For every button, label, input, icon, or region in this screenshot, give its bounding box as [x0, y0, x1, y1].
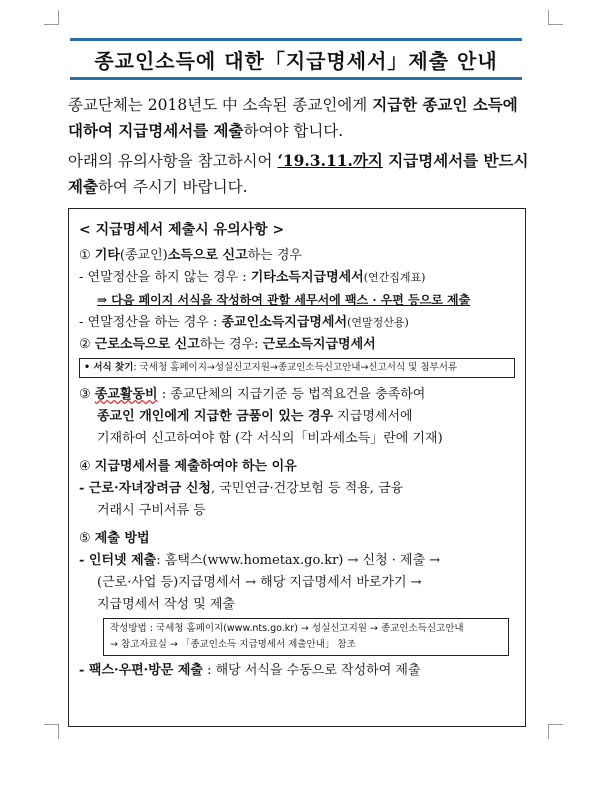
section-5-line-1-text: : 홈택스(www.hometax.go.kr) → 신청 · 제출 →	[156, 553, 441, 568]
intro-paragraph-1	[68, 92, 538, 144]
section-1-item-1	[79, 267, 515, 289]
section-3-number: ③	[79, 387, 91, 402]
intro2-text: 아래의 유의사항을 참고하시어	[68, 152, 278, 170]
section-3-line-1	[79, 384, 515, 406]
section-1-item-2	[79, 312, 515, 334]
section-5-line-4-text: : 해당 서식을 수동으로 작성하여 제출	[202, 663, 421, 678]
form-location-label: • 서식 찾기	[84, 362, 134, 373]
form-location-note	[79, 358, 515, 378]
section-1-item-1-bold: 기타소득지급명세서	[250, 270, 364, 285]
section-1-item-1-text: - 연말정산을 하지 않는 경우 :	[79, 270, 251, 285]
writing-method-line-2: → 참고자료실 → 「종교인소득 지급명세서 제출안내」 참조	[110, 639, 356, 650]
section-1-item-1-small: (연간집계표)	[363, 271, 426, 284]
intro-paragraph-2	[68, 148, 538, 200]
crop-mark-top-right	[548, 10, 563, 25]
section-3-text-1: : 종교단체의 지급기준 등 법적요건을 충족하여	[157, 387, 426, 402]
section-4-line-2: 거래시 구비서류 등	[97, 503, 206, 518]
section-4-bold: 지급명세서를 제출하여야 하는 이유	[94, 459, 297, 474]
section-1-text-1: (종교인)	[119, 248, 168, 263]
intro1-text-end: 하여야 합니다.	[243, 122, 344, 140]
section-1-item-2-bold: 종교인소득지급명세서	[221, 315, 348, 330]
section-1-text-2: 하는 경우	[247, 248, 302, 263]
section-1-arrow-text: ⇒ 다음 페이지 서식을 작성하여 관할 세무서에 팩스 · 우편 등으로 제출	[97, 293, 471, 307]
section-1-title	[79, 245, 515, 267]
section-1-arrow-note	[79, 289, 515, 312]
section-5-line-2: (근로·사업 등)지급명세서 → 해당 지급명세서 바로가기 →	[97, 575, 422, 590]
intro1-text: 종교단체는 2018년도 中 소속된 종교인에게	[68, 96, 373, 114]
section-5-line-3: 지급명세서 작성 및 제출	[97, 597, 235, 612]
section-2-bold-1: 근로소득으로 신고	[94, 337, 200, 352]
section-5-line-4-bold: - 팩스·우편·방문 제출	[79, 663, 203, 678]
section-3-line-3: 기재하여 신고하여야 함 (각 서식의「비과세소득」란에 기재)	[97, 431, 443, 446]
section-5-bold: 제출 방법	[94, 531, 150, 546]
section-1-bold-2: 소득으로 신고	[167, 248, 248, 263]
section-5-title	[79, 528, 515, 550]
section-2-text-1: 하는 경우:	[199, 337, 263, 352]
intro2-text-end: 하여 주시기 바랍니다.	[97, 178, 248, 196]
section-2-bold-2: 근로소득지급명세서	[262, 337, 376, 352]
writing-method-line-1: 작성방법 : 국세청 홈페이지(www.nts.go.kr) → 성실신고지원 → 종교인소득신고안내	[110, 623, 464, 634]
section-4-line-1-text: , 국민연금·건강보험 등 적용, 금융	[211, 481, 404, 496]
crop-mark-top-left	[44, 10, 59, 25]
crop-mark-bottom-right	[548, 724, 563, 739]
section-1-bold-1: 기타	[94, 248, 120, 263]
intro2-bold: 지급명세서를 반드시 제출	[68, 151, 529, 196]
intro1-bold: 지급한 종교인 소득에 대하여 지급명세서를 제출	[68, 95, 518, 140]
section-3-text-2: 지급명세서에	[333, 409, 413, 424]
section-5-line-1-bold: - 인터넷 제출	[79, 553, 157, 568]
section-5-line-1	[79, 550, 515, 572]
section-5-number: ⑤	[79, 531, 91, 546]
section-2-number: ②	[79, 337, 91, 352]
deadline-date: ‘19.3.11.까지	[277, 151, 383, 170]
section-4-number: ④	[79, 459, 91, 474]
section-4-line-1	[79, 478, 515, 500]
section-1-item-2-small: (연말정산용)	[347, 316, 409, 329]
form-location-text: : 국세청 홈페이지→성실신고지원→종교인소득신고안내→신고서식 및 첨부서류	[133, 362, 458, 373]
section-1-item-2-text: - 연말정산을 하는 경우 :	[79, 315, 222, 330]
crop-mark-bottom-left	[44, 724, 59, 739]
section-1-number: ①	[79, 248, 91, 263]
writing-method-note	[103, 618, 509, 656]
page-title: 종교인소득에 대한「지급명세서」제출 안내	[70, 38, 522, 80]
section-3-bold-2: 종교인 개인에게 지급한 금품이 있는 경우	[97, 409, 334, 424]
section-2-title	[79, 334, 515, 356]
section-3-line-2	[79, 406, 515, 428]
section-5-line-4	[79, 660, 515, 682]
section-3-bold-1: 종교활동비	[94, 387, 158, 402]
section-4-line-1-bold: - 근로·자녀장려금 신청	[79, 481, 211, 496]
notes-heading: < 지급명세서 제출시 유의사항 >	[79, 222, 285, 238]
section-4-title	[79, 456, 515, 478]
notes-box	[68, 208, 526, 727]
